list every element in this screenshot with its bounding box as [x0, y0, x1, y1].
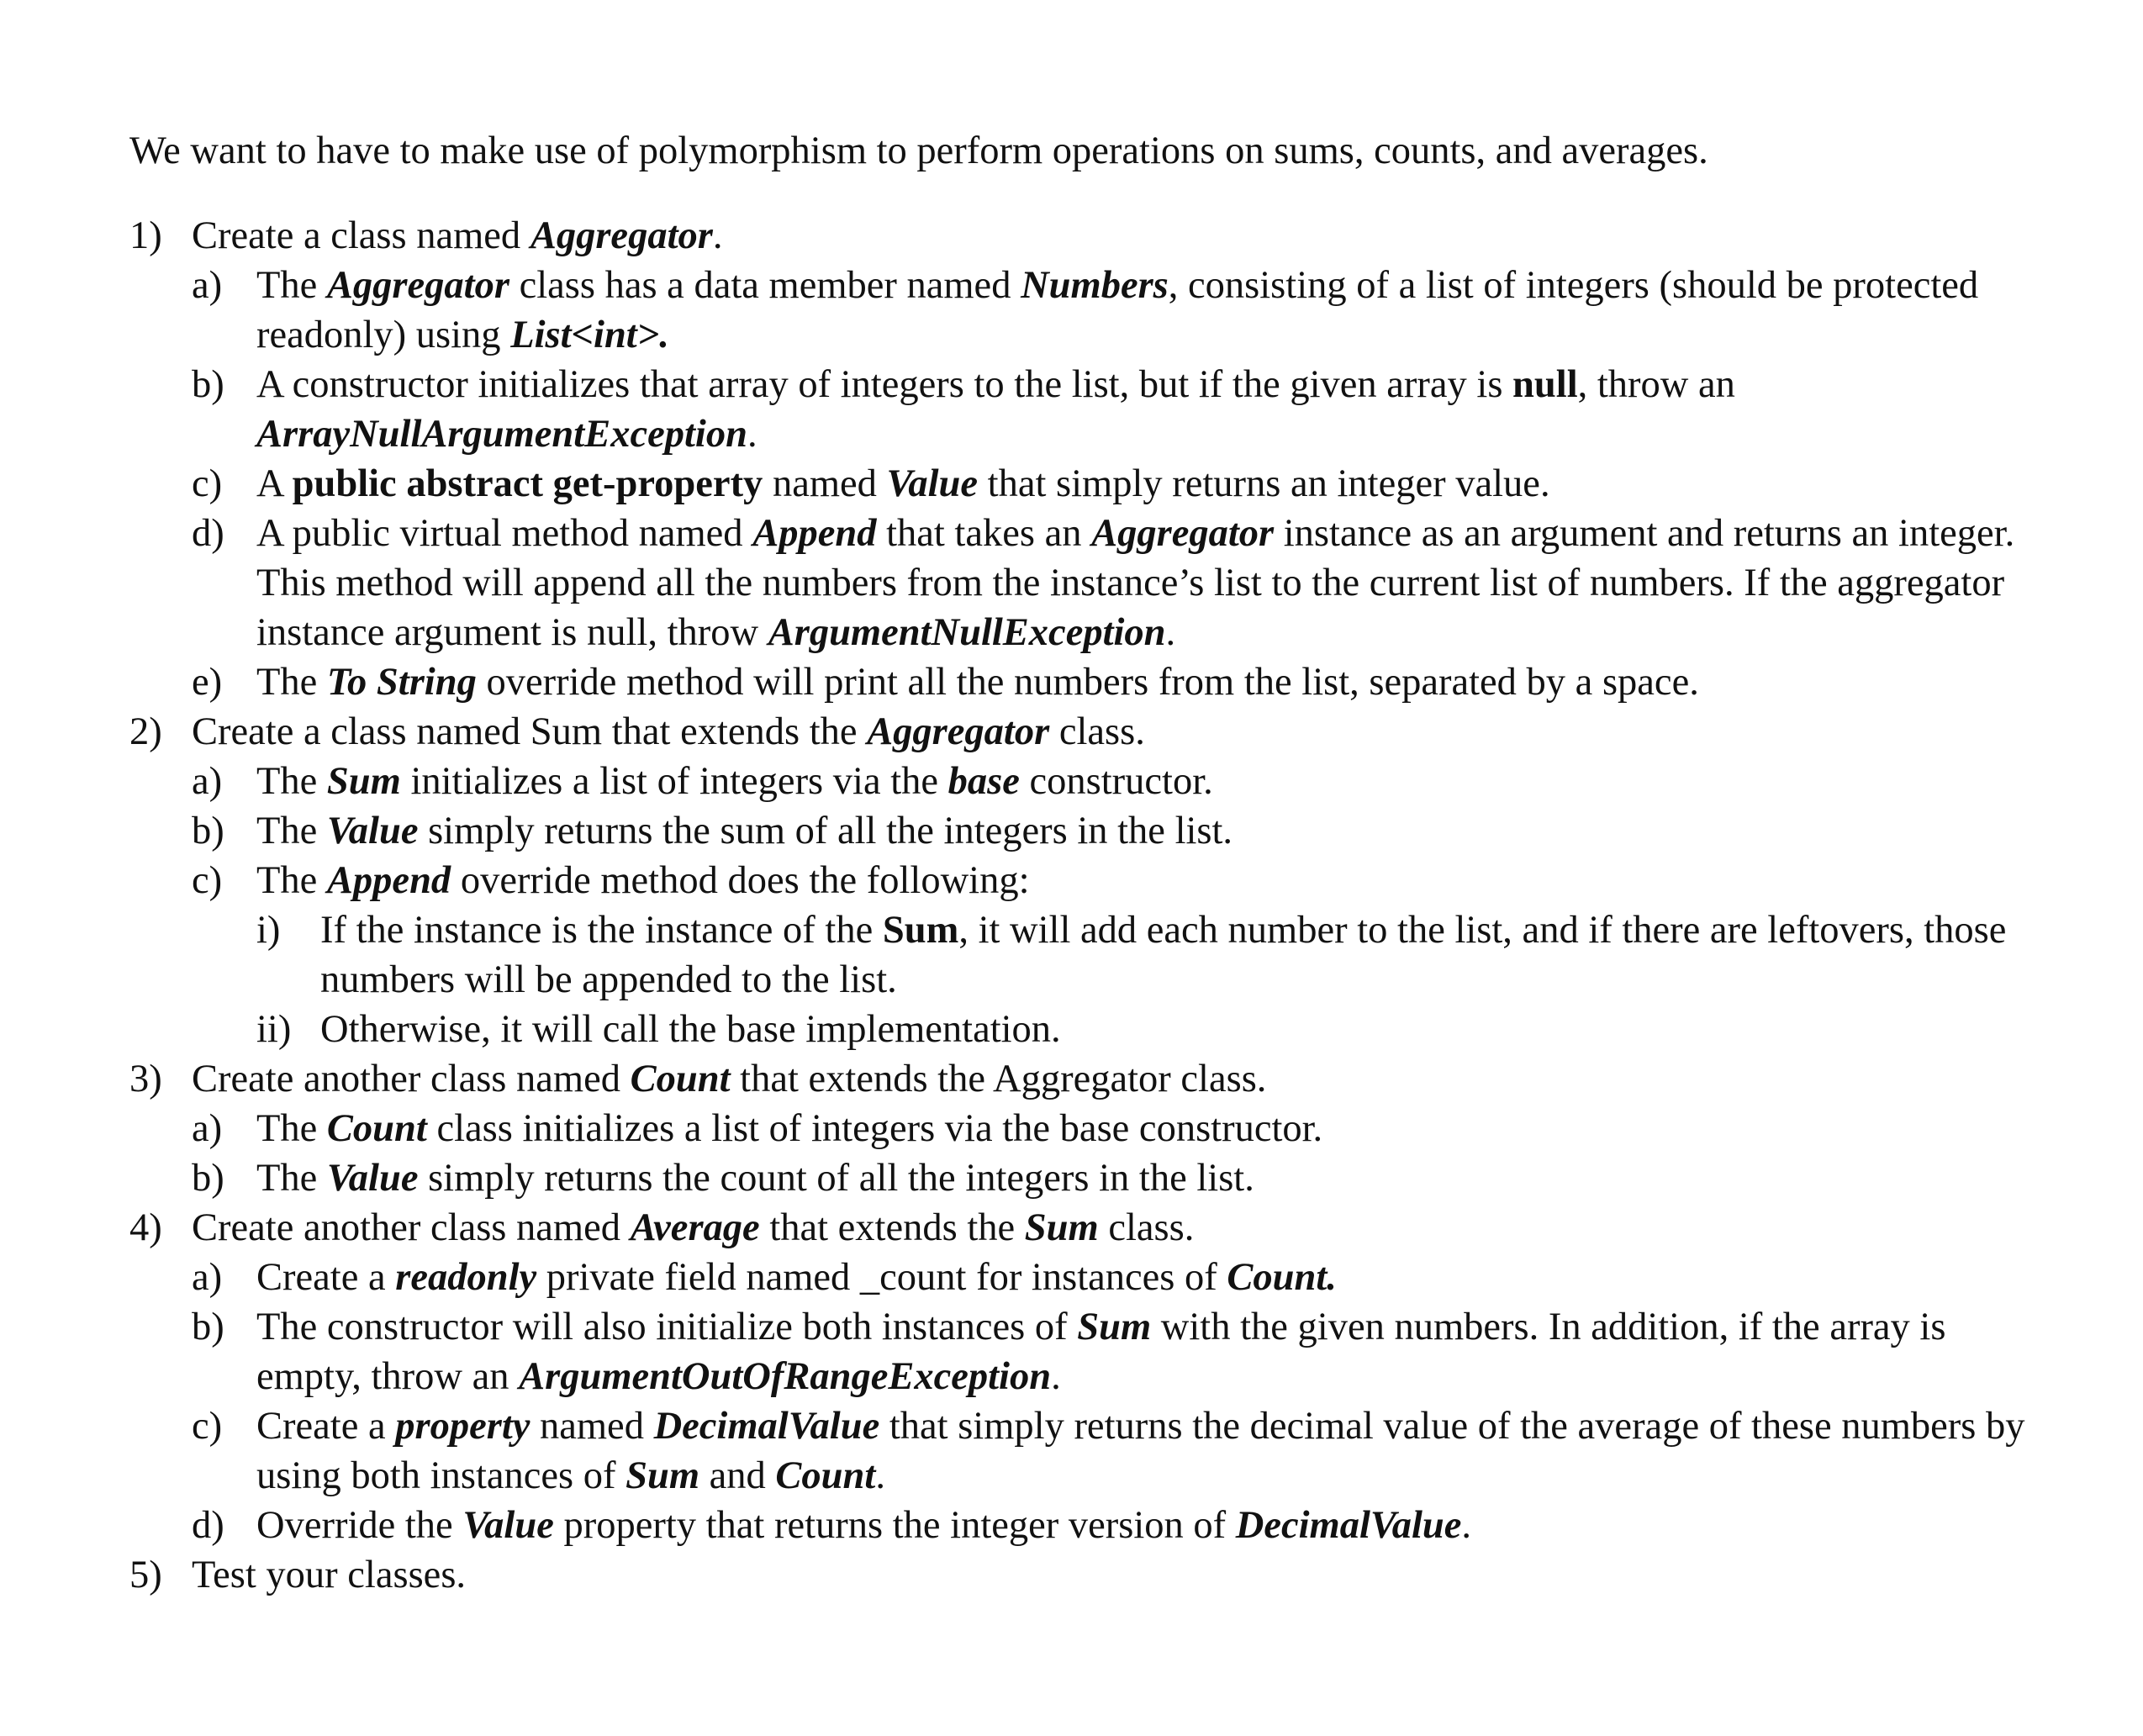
text-run: Create another class named: [192, 1206, 631, 1249]
list-item-text: [256, 1306, 1945, 1398]
emphasized-text: public abstract get-property: [292, 462, 763, 505]
text-run: A constructor initializes that array of integers to the list, but if the given array is: [256, 363, 1513, 406]
text-run: Create another class named: [192, 1058, 631, 1100]
text-run: , throw an: [1577, 363, 1735, 406]
emphasized-text: Sum: [326, 760, 401, 803]
text-run: A public virtual method named: [256, 512, 753, 555]
text-run: The: [256, 661, 327, 704]
list-item-text: [192, 214, 722, 257]
list-item-level-2: [129, 261, 2046, 360]
text-run: instance as an argument and returns an integer. This method will append all the numbers from the instance’s list to the current list of numbers. If the aggregator instance argument is null, throw: [256, 512, 2015, 654]
text-run: .: [747, 413, 757, 456]
emphasized-text: Sum: [1024, 1206, 1099, 1249]
emphasized-text: Append: [752, 512, 877, 555]
text-run: Test your classes.: [192, 1554, 467, 1596]
list-item-text: [192, 1058, 1266, 1100]
list-item-level-2: [129, 1302, 2046, 1401]
list-item-level-2: [129, 806, 2046, 856]
text-run: simply returns the sum of all the integers in the list.: [418, 810, 1233, 852]
list-item-level-2: [129, 1401, 2046, 1501]
emphasized-text: Append: [326, 859, 451, 902]
list-item-text: [256, 363, 1735, 456]
list-item-label: d): [192, 1504, 224, 1547]
text-run: that extends the Aggregator class.: [730, 1058, 1267, 1100]
list-item-level-1: [129, 211, 2046, 261]
text-run: The: [256, 264, 327, 307]
list-item-label: 4): [129, 1206, 162, 1249]
instruction-list: [129, 211, 2046, 1600]
text-run: with the given numbers. In addition, if the array is empty, throw an: [256, 1306, 1946, 1398]
text-run: .: [1051, 1355, 1061, 1398]
document-page: [129, 126, 2046, 1600]
text-run: .: [1165, 611, 1176, 654]
list-item-label: b): [192, 363, 224, 406]
text-run: override method does the following:: [451, 859, 1030, 902]
list-item-text: [256, 859, 1030, 902]
text-run: The: [256, 1157, 327, 1200]
emphasized-text: readonly: [395, 1256, 537, 1299]
list-item-level-1: [129, 1203, 2046, 1253]
text-run: The: [256, 1107, 327, 1150]
emphasized-text: Value: [326, 1157, 419, 1200]
emphasized-text: Sum: [1077, 1306, 1152, 1348]
emphasized-text: property: [395, 1405, 530, 1448]
text-run: The: [256, 760, 327, 803]
list-item-label: a): [192, 1107, 223, 1150]
emphasized-text: Aggregator: [326, 264, 509, 307]
list-item-label: c): [192, 462, 223, 505]
emphasized-text: base: [947, 760, 1020, 803]
list-item-text: [192, 710, 1145, 753]
list-item-label: e): [192, 661, 223, 704]
list-item-level-2: [129, 360, 2046, 459]
list-item-label: c): [192, 859, 223, 902]
list-item-level-2: [129, 1153, 2046, 1203]
list-item-level-2: [129, 1501, 2046, 1550]
emphasized-text: To String: [326, 661, 477, 704]
emphasized-text: Value: [326, 810, 419, 852]
list-item-level-2: [129, 757, 2046, 806]
emphasized-text: List<int>.: [510, 314, 669, 356]
list-item-text: [256, 1256, 1337, 1299]
text-run: constructor.: [1019, 760, 1213, 803]
text-run: that extends the: [759, 1206, 1025, 1249]
list-item-label: 3): [129, 1058, 162, 1100]
text-run: override method will print all the numbers from the list, separated by a space.: [476, 661, 1699, 704]
text-run: The: [256, 810, 327, 852]
text-run: named: [530, 1405, 654, 1448]
text-run: named: [763, 462, 887, 505]
emphasized-text: Sum: [625, 1454, 700, 1497]
list-item-label: 5): [129, 1554, 162, 1596]
text-run: that simply returns an integer value.: [978, 462, 1550, 505]
text-run: .: [712, 214, 723, 257]
list-item-label: a): [192, 760, 223, 803]
text-run: .: [1461, 1504, 1472, 1547]
list-item-level-1: [129, 707, 2046, 757]
text-run: property that returns the integer version of: [553, 1504, 1236, 1547]
emphasized-text: Value: [462, 1504, 554, 1547]
emphasized-text: null: [1512, 363, 1578, 406]
list-item-label: b): [192, 1306, 224, 1348]
emphasized-text: Aggregator: [530, 214, 713, 257]
emphasized-text: Count: [630, 1058, 731, 1100]
list-item-text: [320, 1008, 1061, 1051]
emphasized-text: Count: [775, 1454, 876, 1497]
list-item-level-1: [129, 1054, 2046, 1104]
list-item-label: b): [192, 810, 224, 852]
text-run: that takes an: [876, 512, 1092, 555]
list-item-text: [256, 1405, 2025, 1497]
emphasized-text: ArgumentOutOfRangeException: [519, 1355, 1052, 1398]
list-item-text: [256, 512, 2014, 654]
list-item-text: [320, 909, 2006, 1001]
list-item-level-2: [129, 657, 2046, 707]
text-run: The: [256, 859, 327, 902]
emphasized-text: Count.: [1227, 1256, 1337, 1299]
list-item-label: ii): [256, 1008, 292, 1051]
list-item-label: 2): [129, 710, 162, 753]
text-run: If the instance is the instance of the: [320, 909, 883, 952]
emphasized-text: Numbers: [1021, 264, 1169, 307]
text-run: class has a data member named: [509, 264, 1021, 307]
list-item-level-1: [129, 1550, 2046, 1600]
list-item-label: c): [192, 1405, 223, 1448]
text-run: , it will add each number to the list, and if there are leftovers, those numbers will be appended to the list.: [320, 909, 2007, 1001]
text-run: Otherwise, it will call the base implementation.: [320, 1008, 1061, 1051]
text-run: that simply returns the decimal value of the average of these numbers by using both instances of: [256, 1405, 2025, 1497]
emphasized-text: Sum: [882, 909, 959, 952]
list-item-text: [256, 760, 1213, 803]
list-item-label: d): [192, 512, 224, 555]
text-run: The constructor will also initialize both instances of: [256, 1306, 1078, 1348]
list-item-text: [256, 810, 1232, 852]
text-run: simply returns the count of all the integers in the list.: [418, 1157, 1254, 1200]
list-item-level-2: [129, 1253, 2046, 1302]
text-run: .: [875, 1454, 885, 1497]
text-run: initializes a list of integers via the: [400, 760, 948, 803]
text-run: Create a class named: [192, 214, 530, 257]
text-run: private field named _count for instances of: [536, 1256, 1227, 1299]
text-run: class.: [1098, 1206, 1195, 1249]
emphasized-text: ArrayNullArgumentException: [256, 413, 747, 456]
text-run: Override the: [256, 1504, 463, 1547]
list-item-text: [192, 1206, 1194, 1249]
emphasized-text: Count: [326, 1107, 427, 1150]
list-item-level-2: [129, 1104, 2046, 1153]
list-item-label: a): [192, 264, 223, 307]
list-item-label: b): [192, 1157, 224, 1200]
list-item-level-3: [129, 905, 2046, 1005]
text-run: and: [699, 1454, 776, 1497]
emphasized-text: Average: [630, 1206, 760, 1249]
emphasized-text: Aggregator: [867, 710, 1050, 753]
list-item-level-2: [129, 459, 2046, 509]
emphasized-text: Value: [886, 462, 979, 505]
intro-paragraph: We want to have to make use of polymorphism to perform operations on sums, counts, and averages.: [129, 129, 1708, 172]
list-item-level-2: [129, 509, 2046, 657]
text-run: Create a: [256, 1405, 396, 1448]
list-item-label: a): [192, 1256, 223, 1299]
text-run: class.: [1049, 710, 1145, 753]
list-item-level-2: [129, 856, 2046, 905]
emphasized-text: DecimalValue: [1235, 1504, 1462, 1547]
text-run: class initializes a list of integers via the base constructor.: [426, 1107, 1323, 1150]
list-item-label: i): [256, 909, 281, 952]
list-item-text: [256, 264, 1978, 356]
emphasized-text: ArgumentNullException: [768, 611, 1166, 654]
emphasized-text: DecimalValue: [653, 1405, 880, 1448]
emphasized-text: Aggregator: [1091, 512, 1275, 555]
text-run: Create a class named Sum that extends the: [192, 710, 868, 753]
list-item-level-3: [129, 1005, 2046, 1054]
list-item-text: [256, 1107, 1322, 1150]
list-item-text: [192, 1554, 466, 1596]
list-item-text: [256, 1157, 1254, 1200]
list-item-text: [256, 462, 1550, 505]
text-run: A: [256, 462, 293, 505]
text-run: Create a: [256, 1256, 396, 1299]
list-item-text: [256, 1504, 1471, 1547]
list-item-label: 1): [129, 214, 162, 257]
text-run: , consisting of a list of integers (should be protected readonly) using: [256, 264, 1979, 356]
list-item-text: [256, 661, 1699, 704]
